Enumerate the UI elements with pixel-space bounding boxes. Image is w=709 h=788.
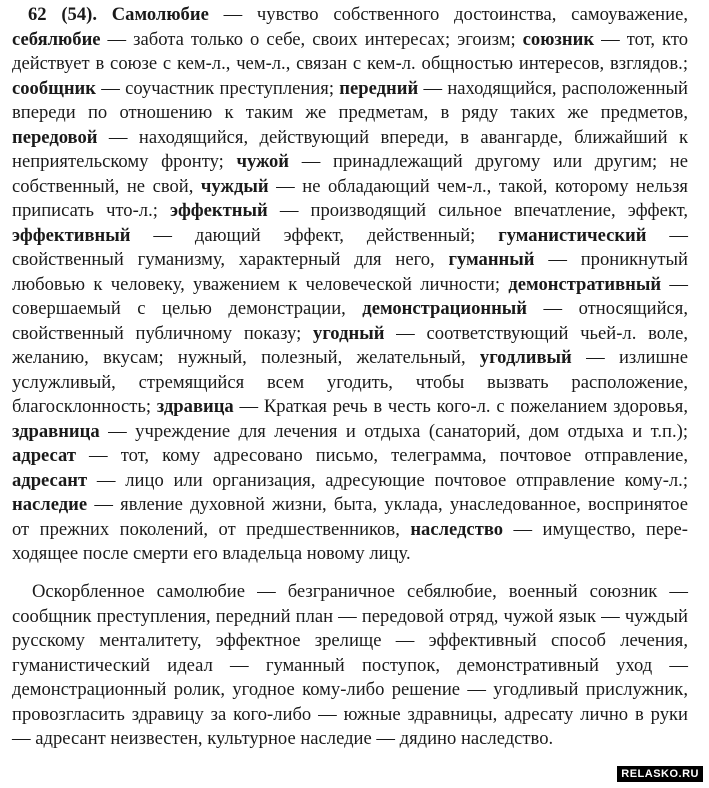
term-definition: — излишне услужливый, стремящийся всем угодить, чтобы вызвать расположение, благосклонность;: [12, 347, 688, 417]
term: угодливый: [479, 347, 572, 368]
term: адресант: [12, 469, 88, 491]
term-definition: — соответствующий чьей-л. воле, желанию, вкусам; нужный, полезный, желательный,: [12, 322, 688, 368]
term-definition: — имущество, переходящее после смерти его владельца новому лицу.: [12, 518, 688, 564]
term-definition: — проникнутый любовью к человеку, уважением к человеческой личности;: [12, 249, 689, 295]
term-definition: — учреждение для лечения и отдыха (санаторий, дом отдыха и т.п.);: [99, 420, 688, 442]
term: гуманный: [448, 249, 535, 270]
term: гуманистический: [498, 224, 647, 246]
term: себялюбие: [12, 28, 101, 50]
term: чуждый: [200, 175, 269, 197]
term: адресат: [12, 445, 76, 466]
term-definition: — находящийся, расположенный впереди по отношению к таким же предметам, в ряду таких же предметов,: [12, 77, 688, 123]
term-definition: — лицо или организация, адресующие почтовое отправление кому-л.;: [87, 469, 688, 491]
term-definition: — тот, кто действует в союзе с кем-л., чем-л., связан с кем-л. общностью интересов, взглядов.;: [12, 28, 688, 74]
term-definition: — относящийся, свойственный публичному показу;: [12, 298, 688, 344]
term: наследство: [410, 518, 504, 540]
term-definition: — Краткая речь в честь кого-л. с пожеланием здоровья,: [233, 396, 688, 417]
term: чужой: [236, 151, 290, 172]
term-definition: — свойственный гуманизму, характерный для него,: [12, 224, 688, 270]
term-definition: — не обладающий чем-л., такой, которому нельзя приписать что-л.;: [12, 175, 688, 221]
examples-paragraph: Оскорбленное самолюбие — безграничное себялюбие, военный союзник — сообщник преступления, передний план — передовой отряд, чужой язык — чуждый русскому менталитету, эффектное зрелище — эффективный способ лечения, гуманистический идеал — гуманный поступок, демонстративный уход — демонстрационный ролик, угодное кому-либо решение — угодливый прислужник, провозгласить здравицу за кого-либо — южные здравницы, адресату лично в руки — адресант неизвестен, культурное наследие — дядино наследство.: [12, 581, 688, 749]
term-definition: — явление духовной жизни, быта, уклада, унаследованное, воспринятое от прежних поколений, от предшественников,: [12, 494, 688, 540]
term: демонстрационный: [362, 298, 528, 319]
term: здравница: [12, 420, 100, 442]
term: союзник: [522, 28, 595, 50]
term: передний: [339, 77, 419, 99]
entry-number: 62 (54).: [28, 4, 97, 25]
term: наследие: [12, 494, 88, 515]
term-definition: — совершаемый с целью демонстрации,: [12, 273, 688, 319]
term: передовой: [12, 126, 98, 148]
term-definition: — чувство собственного достоинства, самоуважение,: [208, 4, 688, 25]
site-watermark: RELASKO.RU: [617, 766, 703, 782]
term: эффектный: [170, 200, 268, 221]
term-definition: — производящий сильное впечатление, эффект,: [267, 200, 688, 221]
definitions-list: [12, 4, 688, 564]
term: Самолюбие: [111, 4, 209, 25]
term-definition: — забота только о себе, своих интересах; эгоизм;: [100, 28, 523, 50]
term: угодный: [313, 322, 385, 344]
term-definition: — принадлежащий другому или другим; не собственный, не свой,: [12, 151, 688, 197]
term-definition: — дающий эффект, действенный;: [130, 224, 499, 246]
term-definition: — находящийся, действующий впереди, в авангарде, ближайший к неприятельскому фронту;: [12, 126, 688, 172]
term: сообщник: [12, 77, 96, 99]
term-definition: — соучастник преступления;: [95, 77, 340, 99]
term: здравица: [156, 396, 234, 417]
term-definition: — тот, кому адресовано письмо, телеграмма, почтовое отправление,: [75, 445, 688, 466]
definitions-paragraph: [12, 3, 688, 567]
term: эффективный: [12, 224, 131, 246]
term: демонстративный: [508, 273, 662, 295]
